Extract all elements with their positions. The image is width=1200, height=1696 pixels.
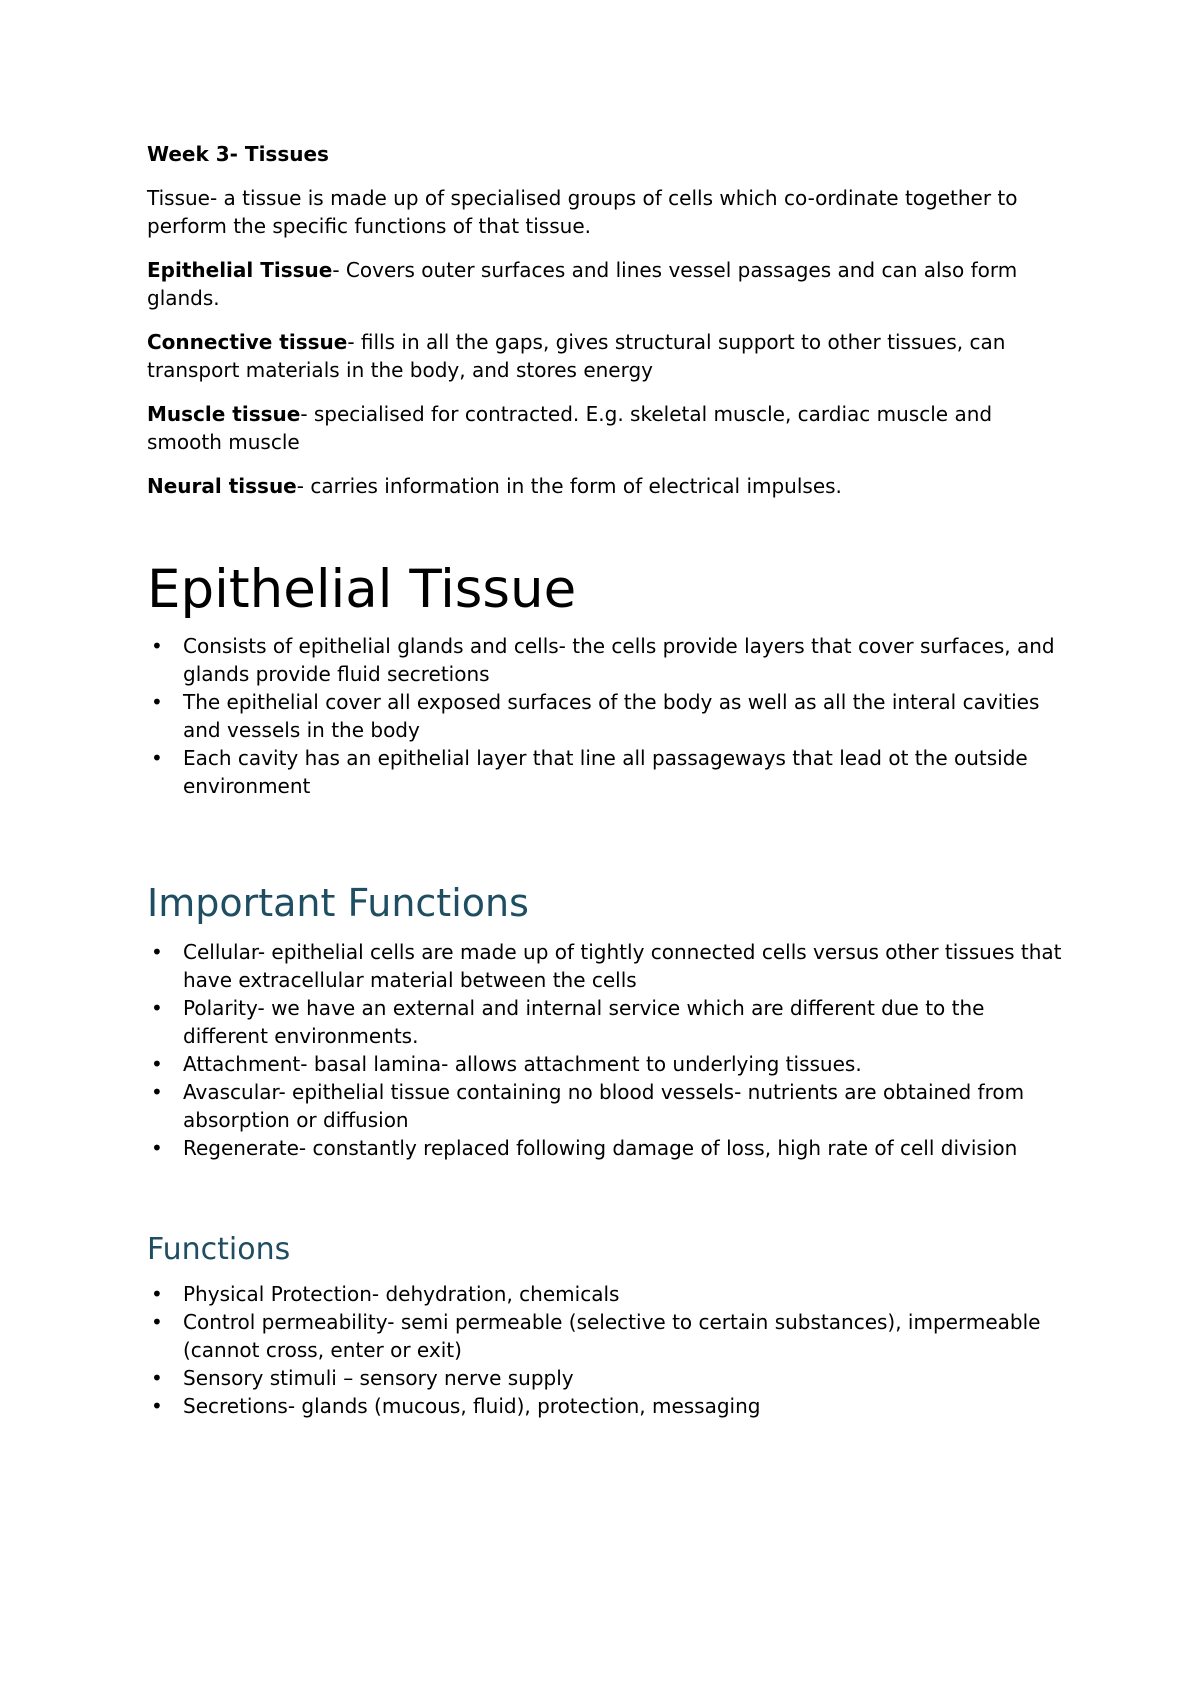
definition-text: - Covers outer surfaces and lines vessel passages and can also form glands. <box>147 258 1018 310</box>
list-item <box>147 1308 1067 1364</box>
list-item-text: Secretions- glands (mucous, fluid), protection, messaging <box>183 1394 761 1418</box>
list-item <box>147 632 1067 688</box>
list-item <box>147 1280 1067 1308</box>
definition-muscle <box>147 400 1067 456</box>
list-item-text: Polarity- we have an external and internal service which are different due to the different environments. <box>183 996 985 1048</box>
definition-text: - carries information in the form of electrical impulses. <box>296 474 842 498</box>
list-item-text: Control permeability- semi permeable (selective to certain substances), impermeable (cannot cross, enter or exit) <box>183 1310 1041 1362</box>
list-item <box>147 688 1067 744</box>
bullet-icon: • <box>151 690 163 714</box>
bullet-icon: • <box>151 1080 163 1104</box>
list-item <box>147 744 1067 800</box>
list-item-text: Physical Protection- dehydration, chemicals <box>183 1282 620 1306</box>
list-item-text: Consists of epithelial glands and cells- the cells provide layers that cover surfaces, and glands provide fluid secretions <box>183 634 1055 686</box>
definition-term: Neural tissue <box>147 474 297 498</box>
definition-term: Epithelial Tissue <box>147 258 333 282</box>
functions-list <box>147 1280 1067 1420</box>
important-functions-heading: Important Functions <box>147 881 529 925</box>
list-item-text: The epithelial cover all exposed surfaces of the body as well as all the interal cavities and vessels in the body <box>183 690 1040 742</box>
list-item <box>147 1050 1067 1078</box>
definition-text: - fills in all the gaps, gives structural support to other tissues, can transport materials in the body, and stores energy <box>147 330 1006 382</box>
list-item <box>147 1392 1067 1420</box>
list-item <box>147 994 1067 1050</box>
functions-heading: Functions <box>147 1232 291 1267</box>
definition-term: Connective tissue <box>147 330 348 354</box>
list-item-text: Regenerate- constantly replaced following damage of loss, high rate of cell division <box>183 1136 1018 1160</box>
list-item-text: Cellular- epithelial cells are made up of tightly connected cells versus other tissues that have extracellular material between the cells <box>183 940 1062 992</box>
document-page <box>147 140 1067 1420</box>
bullet-icon: • <box>151 940 163 964</box>
bullet-icon: • <box>151 1310 163 1334</box>
definition-connective <box>147 328 1067 384</box>
bullet-icon: • <box>151 1136 163 1160</box>
bullet-icon: • <box>151 1282 163 1306</box>
document-title: Week 3- Tissues <box>147 142 329 166</box>
list-item-text: Sensory stimuli – sensory nerve supply <box>183 1366 574 1390</box>
definition-neural <box>147 472 1067 500</box>
bullet-icon: • <box>151 746 163 770</box>
list-item <box>147 1078 1067 1134</box>
important-functions-list <box>147 938 1067 1162</box>
bullet-icon: • <box>151 996 163 1020</box>
definition-epithelial <box>147 256 1067 312</box>
bullet-icon: • <box>151 634 163 658</box>
list-item-text: Attachment- basal lamina- allows attachment to underlying tissues. <box>183 1052 862 1076</box>
list-item-text: Avascular- epithelial tissue containing no blood vessels- nutrients are obtained from absorption or diffusion <box>183 1080 1025 1132</box>
bullet-icon: • <box>151 1052 163 1076</box>
epithelial-list <box>147 632 1067 800</box>
list-item <box>147 938 1067 994</box>
tissue-definition: Tissue- a tissue is made up of specialised groups of cells which co-ordinate together to perform the specific functions of that tissue. <box>147 186 1018 238</box>
list-item <box>147 1364 1067 1392</box>
epithelial-heading: Epithelial Tissue <box>147 559 577 620</box>
definition-text: - specialised for contracted. E.g. skeletal muscle, cardiac muscle and smooth muscle <box>147 402 993 454</box>
bullet-icon: • <box>151 1394 163 1418</box>
bullet-icon: • <box>151 1366 163 1390</box>
definition-term: Muscle tissue <box>147 402 301 426</box>
list-item-text: Each cavity has an epithelial layer that line all passageways that lead ot the outside environment <box>183 746 1028 798</box>
list-item <box>147 1134 1067 1162</box>
